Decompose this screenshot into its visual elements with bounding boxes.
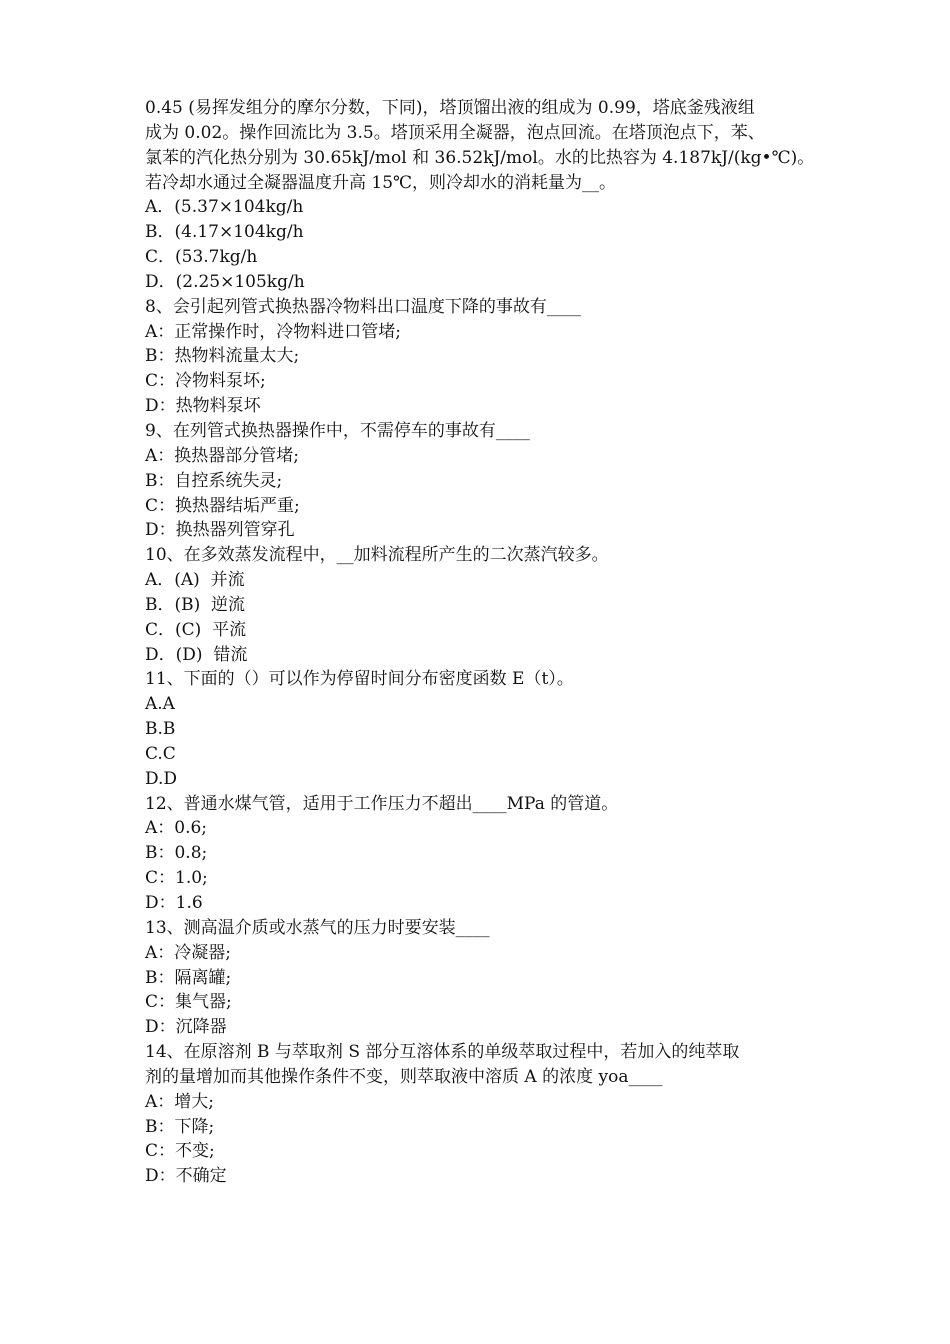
option-line: D：换热器列管穿孔 [145, 520, 295, 541]
option-line: B：自控系统失灵; [145, 470, 283, 491]
option-line: C：换热器结垢严重; [145, 495, 300, 516]
option-line: B．(4.17×104kg/h [145, 222, 304, 243]
question-line: 13、测高温介质或水蒸气的压力时要安装____ [145, 917, 490, 938]
option-line: D：热物料泵坏 [145, 396, 261, 417]
option-line: A：0.6; [145, 818, 208, 839]
option-line: A：换热器部分管堵; [145, 445, 300, 466]
question-line: 10、在多效蒸发流程中，__加料流程所产生的二次蒸汽较多。 [145, 545, 609, 566]
text-line: 氯苯的汽化热分别为 30.65kJ/mol 和 36.52kJ/mol。水的比热容为 4.187kJ/(kg•℃)。 [145, 147, 815, 168]
option-line: C．(C) 平流 [145, 619, 247, 640]
option-line: D：不确定 [145, 1166, 227, 1187]
option-line: B.B [145, 719, 176, 740]
option-line: D：1.6 [145, 893, 203, 913]
option-line: A：冷凝器; [145, 942, 232, 963]
question-line: 11、下面的（）可以作为停留时间分布密度函数 E（t）。 [145, 669, 574, 690]
question-line: 14、在原溶剂 B 与萃取剂 S 部分互溶体系的单级萃取过程中，若加入的纯萃取 [145, 1042, 740, 1063]
text-line: 0.45 (易挥发组分的摩尔分数，下同)，塔顶馏出液的组成为 0.99，塔底釜残液组 [145, 98, 755, 118]
option-line: C.C [145, 743, 176, 764]
question-line: 8、会引起列管式换热器冷物料出口温度下降的事故有____ [145, 296, 581, 317]
option-line: B：0.8; [145, 843, 208, 864]
option-line: D：沉降器 [145, 1017, 227, 1038]
question-line: 剂的量增加而其他操作条件不变，则萃取液中溶质 A 的浓度 yoa____ [145, 1066, 663, 1087]
question-line: 9、在列管式换热器操作中，不需停车的事故有____ [145, 420, 530, 441]
option-line: C：冷物料泵坏; [145, 371, 266, 392]
option-line: B．(B) 逆流 [145, 594, 246, 615]
option-line: A．(A) 并流 [145, 570, 245, 591]
option-line: B：热物料流量太大; [145, 346, 300, 367]
question-line: 12、普通水煤气管，适用于工作压力不超出____MPa 的管道。 [145, 793, 619, 814]
option-line: B：隔离罐; [145, 967, 232, 988]
option-line: D．(2.25×105kg/h [145, 271, 305, 292]
option-line: B：下降; [145, 1116, 215, 1137]
option-line: C：1.0; [145, 868, 208, 889]
option-line: A：正常操作时，冷物料进口管堵; [145, 321, 402, 342]
option-line: C：不变; [145, 1141, 215, 1162]
option-line: C．(53.7kg/h [145, 247, 258, 268]
option-line: A．(5.37×104kg/h [145, 197, 304, 218]
option-line: D．(D) 错流 [145, 644, 248, 665]
document-body [145, 96, 815, 1189]
text-line: 若冷却水通过全凝器温度升高 15℃，则冷却水的消耗量为__。 [145, 172, 617, 193]
option-line: A：增大; [145, 1091, 215, 1112]
text-line: 成为 0.02。操作回流比为 3.5。塔顶采用全凝器，泡点回流。在塔顶泡点下，苯、 [145, 122, 765, 143]
option-line: A.A [145, 694, 175, 715]
option-line: D.D [145, 768, 178, 789]
option-line: C：集气器; [145, 992, 232, 1013]
